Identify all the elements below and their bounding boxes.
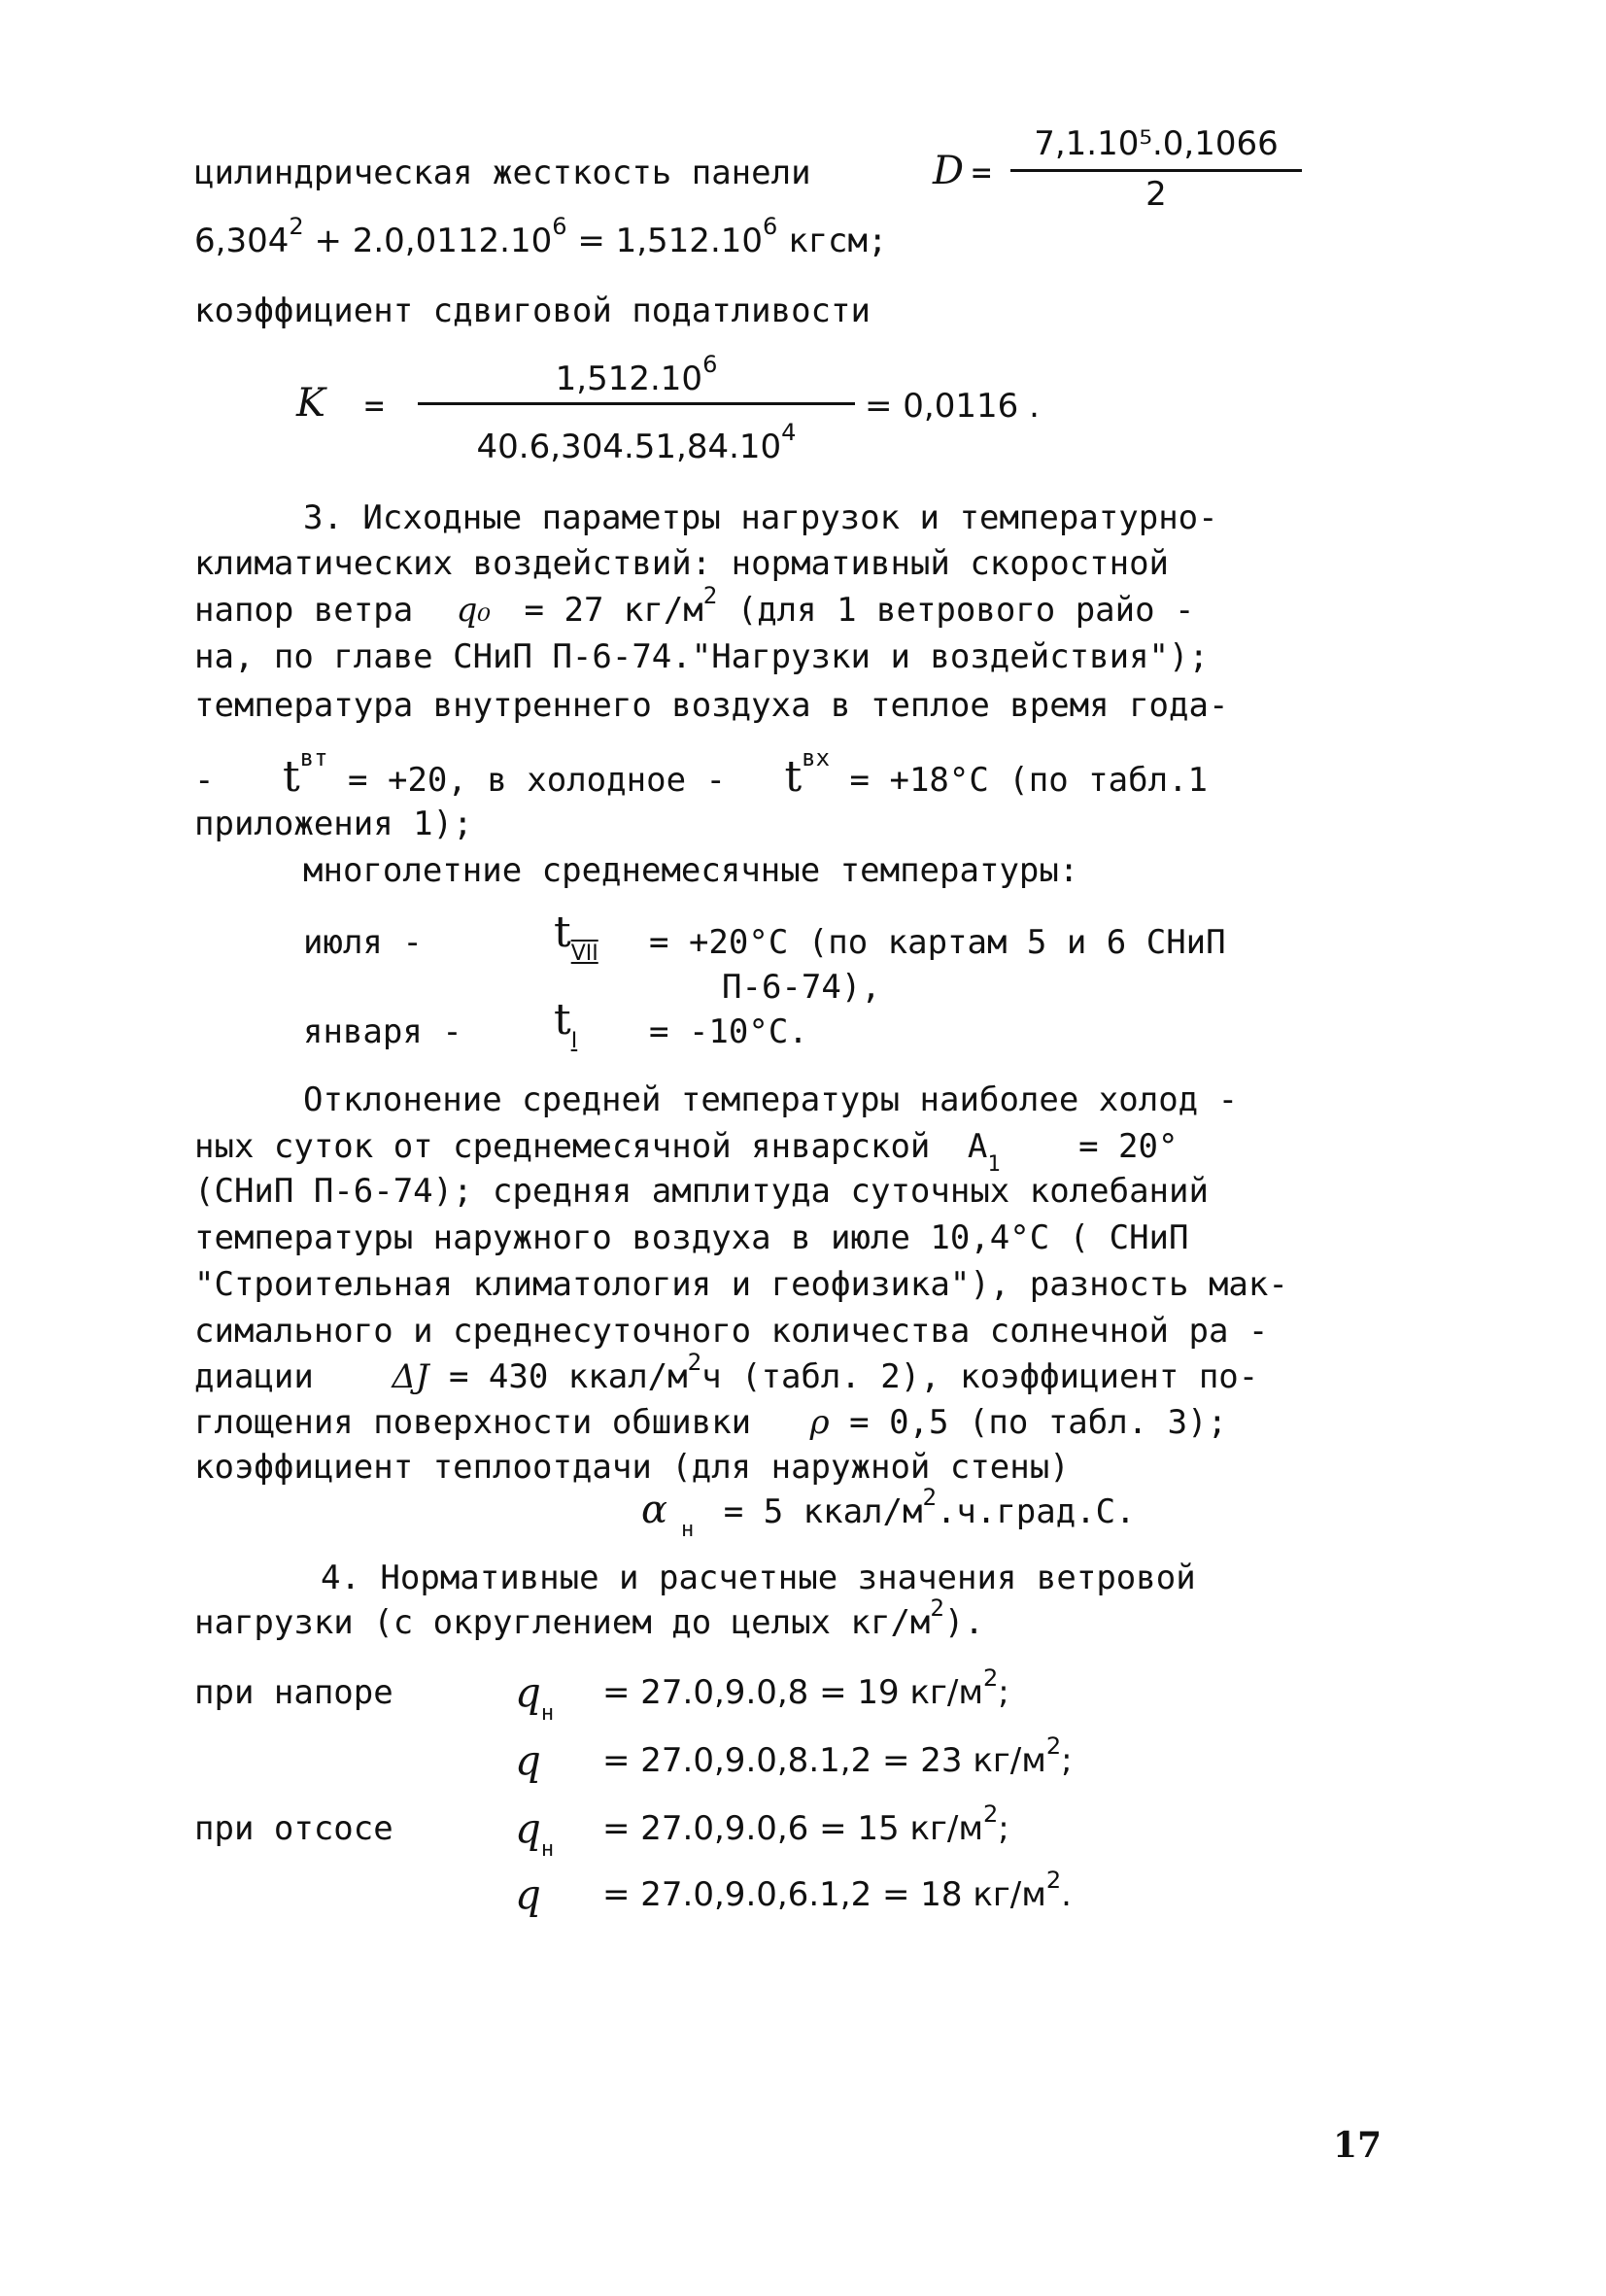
rigidity-term-b: + 2.0,0112.10 (314, 222, 553, 260)
shear-eq: = (364, 387, 385, 426)
shear-fraction-bar (418, 402, 855, 405)
absorption-symbol: ρ (809, 1403, 830, 1442)
load-row: q = 27.0,9.0,6.1,2 = 18 $кг/м^2$. (515, 1867, 1072, 1918)
dev-line1: Отклонение средней температуры наиболее холод - (303, 1080, 1239, 1119)
rigidity-symbol: D (933, 149, 965, 193)
s4-line2: нагрузки (с округлением до целых $кг/м^2$). (194, 1594, 984, 1642)
s4-line1: 4. Нормативные и расчетные значения ветровой (321, 1559, 1196, 1597)
pressure-label: при напоре (194, 1673, 393, 1712)
july-value-cont: П-6-74), (722, 968, 881, 1007)
rigidity-eq: = (972, 154, 992, 192)
shear-numerator: 1,512.10$^6$ (555, 351, 718, 398)
dev-line8: глощения поверхности обшивки ρ = 0,5 (по табл. 3); (194, 1403, 1228, 1442)
page-number: 17 (1333, 2125, 1383, 2166)
wind-pressure-symbol: q₀ (456, 591, 492, 630)
s3-line6: - $t^{вт} = +20$, в холодное - $t^{вх} = +18^\circ С$ (по табл.1 (194, 744, 1209, 802)
rigidity-term-a: 6,304 (194, 222, 290, 260)
rigidity-fraction-bar (1010, 169, 1302, 172)
dev-line10: α $_н$ = 5 ккал/$м^2.ч.град.С$. (641, 1484, 1136, 1542)
rigidity-label: цилиндрическая жесткость панели (194, 154, 811, 192)
dev-line7: диации ΔJ = 430 ккал/$м^2ч$ (табл. 2), коэффициент по- (194, 1349, 1259, 1396)
shear-label: коэффициент сдвиговой податливости (194, 291, 871, 330)
rigidity-unit: кгсм; (788, 222, 888, 260)
rigidity-denominator: 2 (1145, 175, 1167, 214)
load-row: q = 27.0,9.0,8.1,2 = 23 $кг/м^2$; (515, 1732, 1073, 1784)
dev-line9: коэффициент теплоотдачи (для наружной стены) (194, 1448, 1070, 1487)
july-symbol: $t_{VII}$ (554, 908, 598, 966)
suction-label: при отсосе (194, 1809, 393, 1848)
january-symbol: $t_I$ (554, 995, 578, 1053)
temp-warm-symbol: t (282, 752, 300, 802)
dev-line5: "Строительная климатология и геофизика"), разность мак- (194, 1265, 1288, 1304)
s3-line3: напор ветра q₀ = 27 $кг/м^2$ (для 1 ветрового райо - (194, 582, 1195, 630)
s3-line4: на, по главе СНиП П-6-74."Нагрузки и воздействия"); (194, 637, 1209, 676)
s3-line5: температура внутреннего воздуха в теплое время года- (194, 686, 1229, 725)
january-value: = -10°С. (649, 1012, 808, 1051)
july-label: июля - (303, 923, 423, 962)
s3-line7: приложения 1); (194, 805, 473, 843)
rigidity-term-b-exp: 6 (552, 213, 567, 240)
shear-symbol: K (296, 381, 325, 426)
s3-line2: климатических воздействий: нормативный скоростной (194, 544, 1170, 583)
dev-line2: ных суток от среднемесячной январской $A_1 = 20^\circ$ (194, 1127, 1179, 1177)
january-label: января - (303, 1012, 462, 1051)
dev-line3: (СНиП П-6-74); средняя амплитуда суточных колебаний (194, 1172, 1209, 1211)
rigidity-continuation (194, 213, 888, 263)
shear-denominator: 40.6,304.51,84.10$^4$ (476, 419, 797, 466)
rigidity-numerator: 7,1.10⁵.0,1066 (1034, 124, 1279, 163)
shear-result: = 0,0116 . (865, 387, 1040, 426)
heat-transfer-symbol: α (641, 1488, 668, 1532)
load-row: $q_н$ = 27.0,9.0,6 = 15 $кг/м^2$; (515, 1800, 1009, 1862)
s3-line1: 3. Исходные параметры нагрузок и температурно- (303, 498, 1218, 537)
s3-line8: многолетние среднемесячные температуры: (303, 851, 1079, 890)
load-row: $q_н$ = 27.0,9.0,8 = 19 $кг/м^2$; (515, 1664, 1009, 1726)
rigidity-term-c: = 1,512.10 (577, 222, 764, 260)
july-value: = +20°С (по картам 5 и 6 СНиП (649, 923, 1226, 962)
dev-line4: температуры наружного воздуха в июле 10,4°С ( СНиП (194, 1218, 1189, 1257)
temp-cold-symbol: t (784, 752, 803, 802)
radiation-delta-symbol: ΔJ (392, 1357, 429, 1396)
rigidity-term-a-exp: 2 (289, 213, 304, 240)
dev-line6: симального и среднесуточного количества солнечной ра - (194, 1312, 1269, 1351)
rigidity-term-c-exp: 6 (763, 213, 778, 240)
